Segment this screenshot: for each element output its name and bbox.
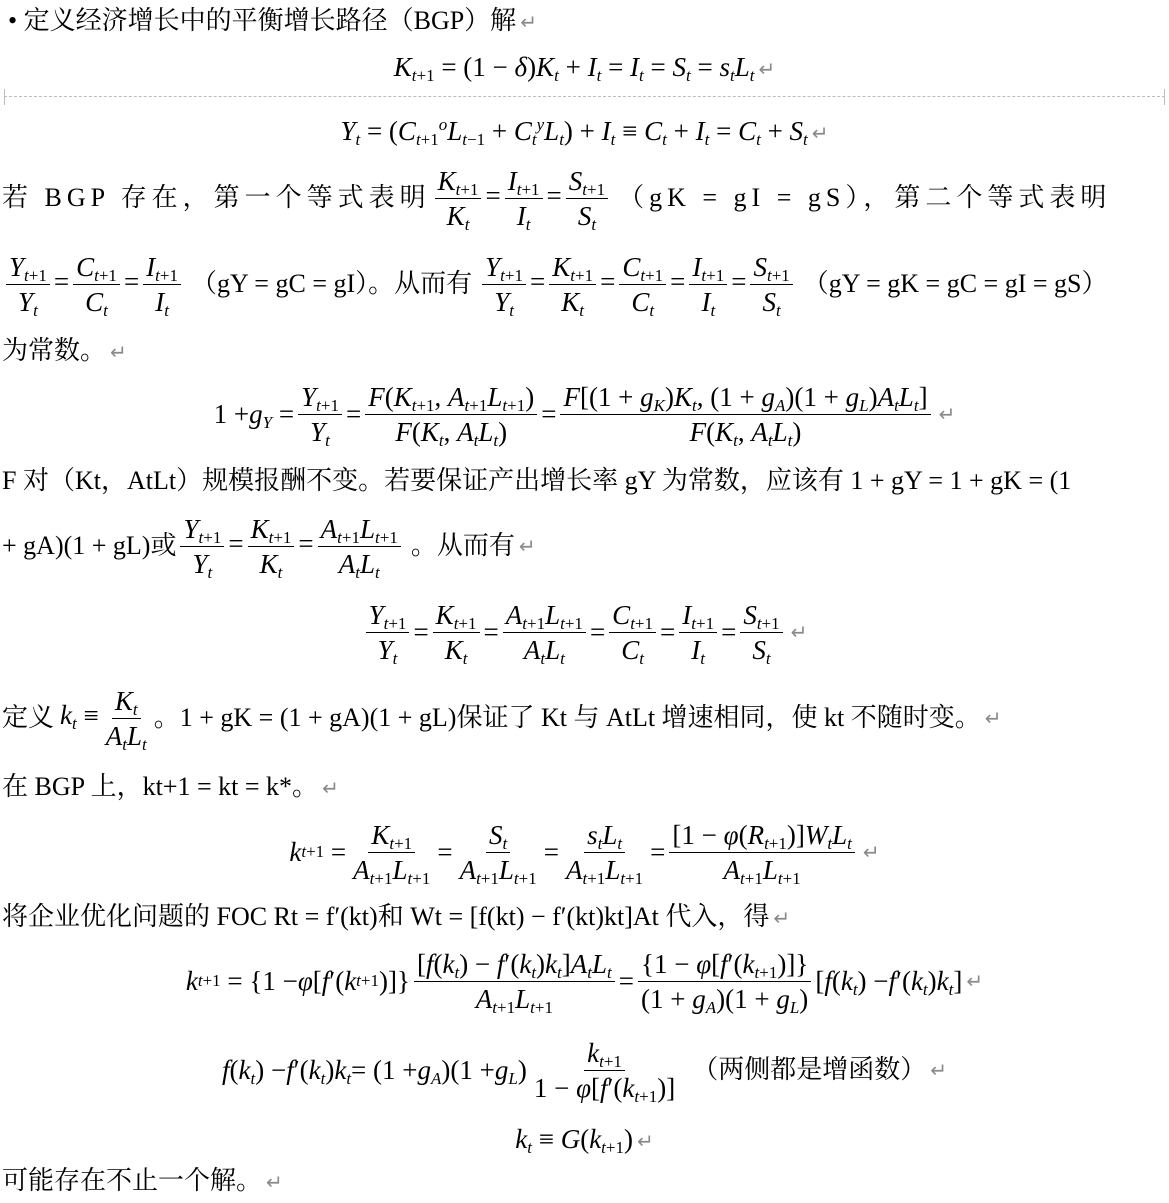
ratio-equality-k-i-s: $\frac{K_{t+1}}{K_t}$ = $\frac{I_{t+1}}{I_t}$ = $\frac{S_{t+1}}{S_t}$ xyxy=(431,166,612,231)
paragraph-crs: F 对（Kt，AtLt）规模报酬不变。若要保证产出增长率 gY 为常数，应该有 1 + gY = 1 + gK = (1 xyxy=(2,466,1072,495)
paragraph-mark-icon: ↵ xyxy=(518,534,536,558)
equation-f-implicit: f ( $k_t$ ) − f ′( $k_t$ ) $k_t$ = (1 + $g_A$ )(1 + $g_L$ ) $\frac{k_{t+1}}{1 - \varphi[f'(k_{t+1})]}$ （两侧都是增函数） ↵ xyxy=(221,1037,947,1106)
equation-k-next: k t+1 = $\frac{K_{t+1}}{A_{t+1}L_{t+1}}$ = $\frac{S_t}{A_{t+1}L_{t+1}}$ = $\frac{s_tL_t}{A_{t+1}L_{t+1}}$ = $\frac{[1 - \varphi(R_{t+1})]W_tL_t}{A_{t+1}L_{t+1}}$ ↵ xyxy=(289,819,880,888)
section-heading: • 定义经济增长中的平衡增长路径（BGP）解 ↵ xyxy=(8,6,537,35)
equation-ratio-chain: $\frac{Y_{t+1}}{Y_t}$ = $\frac{K_{t+1}}{K_t}$ = $\frac{A_{t+1}L_{t+1}}{A_tL_t}$ = $\frac{C_{t+1}}{C_t}$ = $\frac{I_{t+1}}{I_t}$ = $\frac{S_{t+1}}{S_t}$ ↵ xyxy=(0,592,1169,672)
paragraph-mark-icon: ↵ xyxy=(758,57,776,81)
paragraph-on-bgp: 在 BGP 上，kt+1 = kt = k*。 ↵ xyxy=(2,772,339,801)
paragraph-mark-icon: ↵ xyxy=(930,1058,947,1082)
paragraph-mark-icon: ↵ xyxy=(773,906,791,930)
paragraph-mark-icon: ↵ xyxy=(322,776,339,800)
paragraph-mark-icon: ↵ xyxy=(520,10,537,34)
paragraph-mark-icon: ↵ xyxy=(966,969,984,993)
paragraph-mark-icon: ↵ xyxy=(637,1129,654,1153)
paragraph-mark-icon: ↵ xyxy=(266,1170,283,1194)
paragraph-crs-cont: + gA)(1 + gL)或 $\frac{Y_{t+1}}{Y_t}$ = $\frac{K_{t+1}}{K_t}$ = $\frac{A_{t+1}L_{t+1}}{A_tL_t}$ 。从而有 ↵ xyxy=(2,513,536,582)
paragraph-mark-icon: ↵ xyxy=(811,121,829,145)
paragraph-final: 可能存在不止一个解。 ↵ xyxy=(2,1166,283,1195)
paragraph-thus: $\frac{Y_{t+1}}{Y_t}$ = $\frac{C_{t+1}}{C_t}$ = $\frac{I_{t+1}}{I_t}$ （gY = gC = gI）。从而有 $\frac{Y_{t+1}}{Y_t}$ = $\frac{K_{t+1}}{K_t}$ = $\frac{C_{t+1}}{C_t}$ = $\frac{I_{t+1}}{I_t}$ = $\frac{S_{t+1}}{S_t}$ （gY = gK = gC = gI = gS） xyxy=(2,246,1169,322)
paragraph-constant: 为常数。 ↵ xyxy=(2,336,127,365)
equation-output-identity: $Y_t = (C_{t+1}^oL_{t-1} + C_t^yL_t) + I_t \equiv C_t + I_t = C_t + S_t$ ↵ xyxy=(340,115,829,149)
ratio-equality-all: $\frac{Y_{t+1}}{Y_t}$ = $\frac{K_{t+1}}{K_t}$ = $\frac{C_{t+1}}{C_t}$ = $\frac{I_{t+1}}{I_t}$ = $\frac{S_{t+1}}{S_t}$ xyxy=(478,252,797,317)
paragraph-mark-icon: ↵ xyxy=(862,840,880,864)
equation-k-g: $k_t \equiv G(k_{t+1})$ ↵ xyxy=(515,1124,654,1157)
paragraph-mark-icon: ↵ xyxy=(790,620,808,644)
equation-capital-accumulation: $K_{t+1} = (1 - \delta)K_t + I_t = I_t = S_t = s_tL_t$ ↵ xyxy=(393,52,776,85)
paragraph-mark-icon: ↵ xyxy=(110,340,127,364)
equation-growth-rate: 1 + $g_Y$ = $\frac{Y_{t+1}}{Y_t}$ = $\frac{F(K_{t+1}, A_{t+1}L_{t+1})}{F(K_t, A_tL_t)}$ = $\frac{F[(1 + g_K)K_t, (1 + g_A)(1 + g_L)A_tL_t]}{F(K_t, A_tL_t)}$ ↵ xyxy=(213,381,956,450)
section-break-divider xyxy=(4,96,1165,97)
ratio-equality-y-c-i: $\frac{Y_{t+1}}{Y_t}$ = $\frac{C_{t+1}}{C_t}$ = $\frac{I_{t+1}}{I_t}$ xyxy=(2,252,185,317)
definition-k: $k_t$ ≡ $\frac{K_t}{A_tL_t}$ xyxy=(60,685,147,754)
equation-k-dynamics: k t+1 = {1 − φ [ f ′( k t+1 )]} $\frac{[f(k_t) - f'(k_t)k_t]A_tL_t}{A_{t+1}L_{t+1}}$ = $\frac{\{1 - \varphi[f'(k_{t+1})]\}}{(1 + g_A)(1 + g_L)}$ [ f ( $k_t$ ) − f ′( $k_t$ ) $k_t$ ] ↵ xyxy=(185,948,984,1017)
paragraph-if-bgp: 若 BGP 存在，第一个等式表明 $\frac{K_{t+1}}{K_t}$ = $\frac{I_{t+1}}{I_t}$ = $\frac{S_{t+1}}{S_t}$ （gK = gI = gS），第二个等式表明 xyxy=(2,165,1112,234)
ratio-equality-y-k-al: $\frac{Y_{t+1}}{Y_t}$ = $\frac{K_{t+1}}{K_t}$ = $\frac{A_{t+1}L_{t+1}}{A_tL_t}$ xyxy=(176,514,404,579)
paragraph-mark-icon: ↵ xyxy=(938,402,956,426)
paragraph-define-k: 定义 $k_t$ ≡ $\frac{K_t}{A_tL_t}$ 。1 + gK = (1 + gA)(1 + gL)保证了 Kt 与 AtLt 增速相同，使 kt 不随时变。 ↵ xyxy=(2,685,1002,754)
paragraph-substitute: 将企业优化问题的 FOC Rt = f′(kt)和 Wt = [f(kt) − f′(kt)kt]At 代入，得 ↵ xyxy=(2,902,791,931)
paragraph-mark-icon: ↵ xyxy=(984,706,1002,730)
